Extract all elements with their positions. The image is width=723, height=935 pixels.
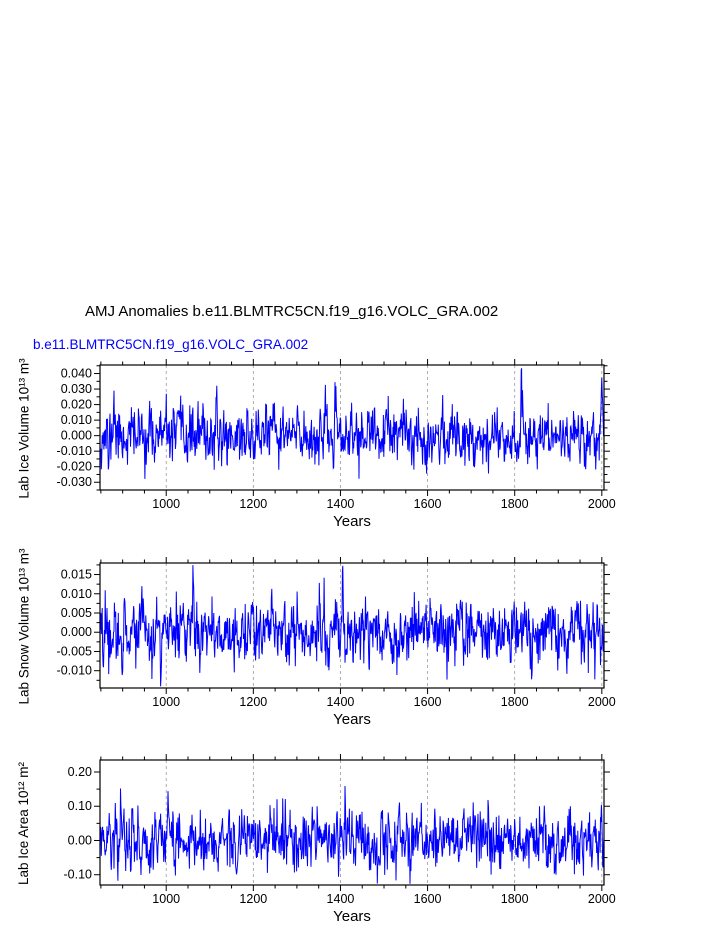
x-axis-label: Years: [333, 711, 371, 728]
x-tick-label: 2000: [587, 497, 616, 511]
x-tick-label: 2000: [587, 695, 616, 709]
y-tick-label: -0.10: [63, 867, 92, 882]
y-tick-label: -0.010: [56, 663, 92, 678]
x-tick-label: 1000: [152, 695, 181, 709]
y-axis-label-wrap: [4, 333, 44, 523]
x-tick-label: 1400: [326, 497, 355, 511]
series-line: [100, 565, 604, 686]
y-tick-label: 0.10: [67, 799, 92, 814]
y-axis-label-wrap: [4, 728, 44, 918]
x-tick-label: 1200: [239, 892, 268, 906]
x-tick-label: 1600: [413, 497, 442, 511]
series-line: [100, 786, 604, 884]
x-tick-label: 1000: [152, 497, 181, 511]
y-tick-label: 0.030: [60, 382, 92, 397]
x-axis-label: Years: [333, 513, 371, 530]
x-tick-label: 2000: [587, 892, 616, 906]
x-tick-label: 1800: [500, 497, 529, 511]
y-tick-label: -0.010: [56, 444, 92, 459]
x-tick-label: 1800: [500, 892, 529, 906]
y-tick-label: -0.005: [56, 644, 92, 659]
panel-lab-ice-area: [0, 748, 723, 935]
y-tick-label: 0.20: [67, 764, 92, 779]
y-tick-label: 0.000: [60, 428, 92, 443]
y-tick-label: -0.030: [56, 475, 92, 490]
lab-ice-volume-plot: [0, 353, 723, 525]
x-tick-label: 1600: [413, 892, 442, 906]
series-legend: b.e11.BLMTRC5CN.f19_g16.VOLC_GRA.002: [33, 337, 309, 352]
x-tick-label: 1800: [500, 695, 529, 709]
y-tick-label: 0.015: [60, 567, 92, 582]
panel-lab-ice-volume: [0, 353, 723, 543]
y-tick-label: 0.000: [60, 625, 92, 640]
panel-lab-snow-volume: [0, 547, 723, 741]
y-tick-label: 0.010: [60, 413, 92, 428]
x-axis-label: Years: [333, 908, 371, 925]
y-tick-label: 0.005: [60, 606, 92, 620]
y-tick-label: 0.020: [60, 397, 92, 412]
x-tick-label: 1400: [326, 892, 355, 906]
x-tick-label: 1000: [152, 892, 181, 906]
y-tick-label: -0.020: [56, 459, 92, 474]
y-tick-label: 0.00: [67, 833, 92, 848]
x-tick-label: 1200: [239, 695, 268, 709]
y-axis-label: Lab Snow Volume 10¹³ m³: [16, 547, 32, 705]
y-tick-label: 0.010: [60, 586, 92, 601]
series-line: [100, 368, 604, 479]
x-tick-label: 1600: [413, 695, 442, 709]
y-axis-label-wrap: [4, 531, 44, 721]
lab-snow-volume-plot: [0, 551, 723, 723]
x-tick-label: 1200: [239, 497, 268, 511]
chart-title: AMJ Anomalies b.e11.BLMTRC5CN.f19_g16.VOLC_GRA.002: [85, 303, 499, 320]
y-axis-label: Lab Ice Volume 10¹³ m³: [16, 357, 32, 499]
y-axis-label: Lab Ice Area 10¹² m²: [16, 761, 32, 885]
x-tick-label: 1400: [326, 695, 355, 709]
lab-ice-area-plot: [0, 748, 723, 920]
y-tick-label: 0.040: [60, 366, 92, 381]
